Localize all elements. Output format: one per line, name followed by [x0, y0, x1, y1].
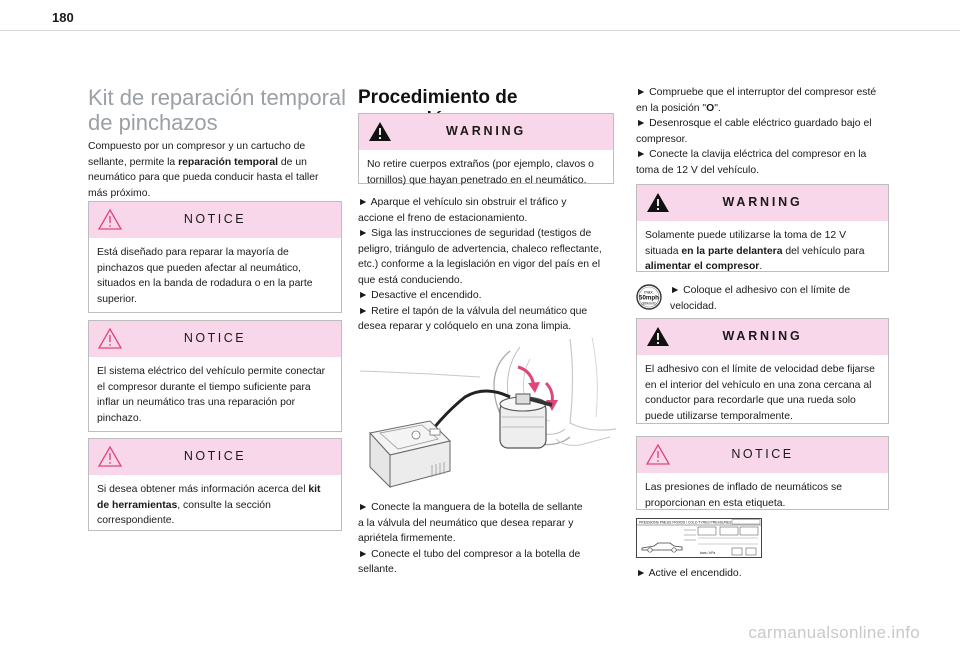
- warning-text: .: [759, 261, 763, 272]
- step-line: que está conduciendo.: [358, 274, 463, 286]
- notice-body: [89, 475, 341, 535]
- notice-body: [637, 473, 888, 517]
- step-line: toma de 12 V del vehículo.: [636, 164, 760, 176]
- label-header-text: PRESSIONS PNEUS FROIDS / COLD TYRES PRESSURES: [639, 520, 732, 525]
- page-number: 180: [52, 10, 74, 25]
- step-line: ► Retire el tapón de la válvula del neumático que: [358, 305, 588, 317]
- step-line: ► Aparque el vehículo sin obstruir el tráfico y: [358, 197, 567, 208]
- step-line: peligro, triángulo de advertencia, chaleco reflectante,: [358, 243, 602, 255]
- intro-line-1: Compuesto por un compresor y un cartucho de: [88, 141, 306, 152]
- notice-box: [636, 436, 889, 510]
- notice-bold: de herramientas: [97, 499, 178, 511]
- compressor-illustration: [360, 337, 616, 489]
- warning-line: No retire cuerpos extraños (por ejemplo, clavos o: [367, 159, 594, 170]
- tyre-pressure-label: [636, 518, 762, 558]
- procedure-title: Procedimiento de: [358, 87, 518, 108]
- warning-text: situada: [645, 245, 682, 257]
- notice-line: Está diseñado para reparar la mayoría de: [97, 247, 289, 258]
- notice-header: [89, 439, 341, 475]
- speed-limit-sticker-icon: [636, 284, 662, 310]
- intro-bold: reparación temporal: [178, 156, 279, 168]
- notice-line: el compresor durante el tiempo suficiente para: [97, 381, 311, 393]
- intro-text: de un: [278, 156, 307, 168]
- step-line: accione el freno de estacionamiento.: [358, 212, 528, 224]
- warning-body: [637, 221, 888, 281]
- warning-header: [637, 185, 888, 221]
- notice-line: pinchazos que pueden afectar al neumático,: [97, 262, 301, 274]
- warning-label: WARNING: [445, 124, 526, 138]
- warning-header: [637, 319, 888, 355]
- step-line: ► Siga las instrucciones de seguridad (testigos de: [358, 228, 592, 239]
- notice-text: , consulte la sección: [177, 499, 271, 511]
- speed-icon-value: 50mph: [639, 294, 659, 302]
- final-step: ► Active el encendido.: [636, 568, 742, 579]
- warning-line: [645, 259, 880, 275]
- notice-body: [89, 357, 341, 432]
- warning-line: [645, 244, 880, 260]
- warning-box: [636, 184, 889, 272]
- notice-line: proporcionan en esta etiqueta.: [645, 497, 786, 509]
- steps-list-c: [636, 85, 891, 178]
- notice-header: [89, 202, 341, 238]
- warning-line: conductor para recordarle que una rueda solo: [645, 395, 856, 406]
- warning-bold: alimentar el compresor: [645, 261, 760, 272]
- notice-line: superior.: [97, 293, 137, 305]
- notice-label: NOTICE: [731, 447, 794, 461]
- step-line: ► Conecte la clavija eléctrica del compresor en la: [636, 149, 867, 160]
- intro-text: sellante, permite la: [88, 156, 179, 168]
- warning-label: WARNING: [722, 329, 803, 343]
- notice-line: Las presiones de inflado de neumáticos se: [645, 482, 842, 493]
- step-line: [636, 101, 891, 117]
- step-line: ► Compruebe que el interruptor del compresor esté: [636, 87, 877, 98]
- notice-text: Si desea obtener más información acerca del: [97, 484, 309, 495]
- warning-body: [359, 150, 613, 194]
- step-text: en la posición ": [636, 102, 707, 114]
- warning-line: tornillos) que hayan penetrado en el neumático.: [367, 174, 587, 186]
- notice-body: [89, 238, 341, 313]
- notice-line: pinchazo.: [97, 412, 142, 424]
- warning-text: del vehículo para: [782, 245, 865, 257]
- notice-label: NOTICE: [183, 449, 247, 463]
- step-line: sellante.: [358, 564, 397, 575]
- section-title-line-2: de pinchazos: [88, 110, 218, 135]
- notice-line: [97, 482, 333, 498]
- warning-line: Solamente puede utilizarse la toma de 12 V: [645, 230, 847, 241]
- warning-line: puede utilizarse temporalmente.: [645, 410, 793, 422]
- step-line: compresor.: [636, 133, 688, 145]
- step-line: ► Desenrosque el cable eléctrico guardado bajo el: [636, 118, 872, 129]
- warning-line: El adhesivo con el límite de velocidad debe fijarse: [645, 364, 875, 375]
- step-line: ► Coloque el adhesivo con el límite de: [670, 285, 851, 296]
- warning-box: [636, 318, 889, 424]
- step-text: ".: [714, 102, 721, 114]
- step-line: ► Conecte la manguera de la botella de sellante: [358, 502, 583, 513]
- step-line: apriétela firmemente.: [358, 533, 456, 544]
- notice-bold: kit: [308, 484, 321, 495]
- intro-line-3: neumático para que pueda conducir hasta el taller: [88, 172, 319, 183]
- intro-line-4: más próximo.: [88, 187, 151, 199]
- speed-sticker-step: [670, 283, 892, 314]
- steps-list-b: [358, 500, 616, 578]
- warning-bold: en la parte delantera: [681, 245, 783, 257]
- warning-header: [359, 114, 613, 150]
- notice-box: [88, 201, 342, 313]
- step-line: velocidad.: [670, 300, 717, 312]
- speed-icon-max: max.: [644, 289, 654, 295]
- steps-list-a: [358, 195, 616, 335]
- notice-box: [88, 438, 342, 531]
- warning-box: [358, 113, 614, 184]
- switch-position: O: [706, 102, 715, 114]
- warning-body: [637, 355, 888, 430]
- step-line: desea reparar y colóquelo en una zona limpia.: [358, 321, 572, 332]
- step-line: ► Desactive el encendido.: [358, 290, 482, 301]
- notice-line: El sistema eléctrico del vehículo permite conectar: [97, 366, 326, 377]
- step-line: etc.) conforme a la legislación en vigor del país en el: [358, 259, 601, 270]
- header-divider: [0, 30, 960, 31]
- notice-line: inflar un neumático tras una reparación por: [97, 397, 296, 408]
- warning-line: en el interior del vehículo en una zona cercana al: [645, 379, 872, 391]
- notice-header: [637, 437, 888, 473]
- intro-paragraph: [88, 139, 343, 201]
- notice-label: NOTICE: [183, 212, 247, 226]
- notice-box: [88, 320, 342, 432]
- warning-label: WARNING: [722, 195, 803, 209]
- speed-icon-kmh: (80km/h): [641, 301, 657, 306]
- step-line: a la válvula del neumático que desea reparar y: [358, 517, 574, 529]
- notice-label: NOTICE: [183, 331, 247, 345]
- notice-line: correspondiente.: [97, 515, 175, 526]
- step-line: ► Conecte el tubo del compresor a la botella de: [358, 548, 581, 560]
- intro-line-2: [88, 155, 343, 171]
- section-title: [88, 85, 348, 135]
- watermark-footer: carmanualsonline.info: [748, 623, 920, 642]
- notice-header: [89, 321, 341, 357]
- notice-line: situados en la banda de rodadura o en la parte: [97, 278, 313, 289]
- notice-line: [97, 498, 333, 514]
- section-title-line-1: Kit de reparación temporal: [88, 85, 347, 110]
- label-unit-text: bars / kPa: [700, 551, 716, 555]
